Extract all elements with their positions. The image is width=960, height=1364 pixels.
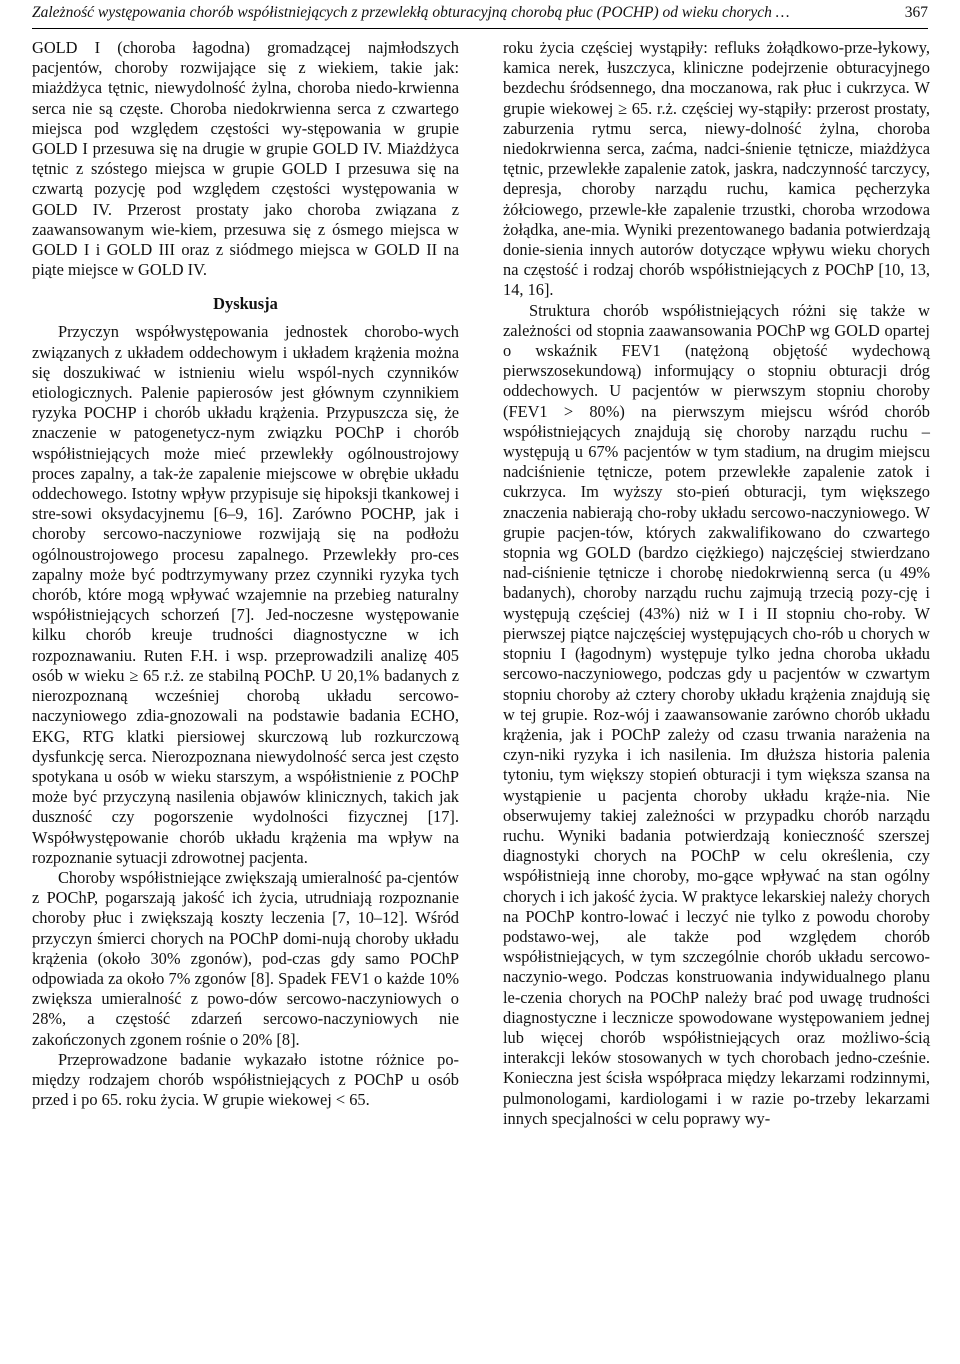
- paragraph-discussion-2: Choroby współistniejące zwiększają umieralność pa-cjentów z POChP, pogarszają jakość ich życia, utrudniają rozpoznanie choroby płuc i zwiększają koszty leczenia [7, 10–12]. Wśród przyczyn śmierci chorych na POChP domi-nują choroby układu krążenia (około 30% zgonów), pod-czas gdy samo POChP odpowiada za około 7% zgonów [8]. Spadek FEV1 o każde 10% zwiększa umieralność z powo-dów sercowo-naczyniowych o 28%, a częstość zdarzeń sercowo-naczyniowych nie zakończonych zgonem rośnie o 20% [8].: [32, 867, 459, 1049]
- paragraph-discussion-1: Przyczyn współwystępowania jednostek chorobo-wych związanych z układem oddechowym i układem krążenia można się doszukiwać w istnieniu wielu wspól-nych czynników etiologicznych. Palenie papierosów jest głównym czynnikiem ryzyka POCHP i chorób układu krążenia. Przypuszcza się, że znaczenie w patogenetycz-nym związku POChP i chorób współistniejących może mieć przewlekły ogólnoustrojowy proces zapalny, a tak-że zapalenie miejscowe w obrębie układu oddechowego. Istotny wpływ przypisuje się hipoksji tkankowej i stre-sowi oksydacyjnemu [6–9, 16]. Zarówno POCHP, jak i choroby sercowo-naczyniowe rozwijają się na podłożu ogólnoustrojowego procesu zapalnego. Przewlekły pro-ces zapalny może być podtrzymywany przez czynniki ryzyka tych chorób, które mogą wpływać wzajemnie na przebieg naturalny współistniejących schorzeń [7]. Jed-noczesne występowanie kilku chorób kreuje trudności diagnostyczne w ich rozpoznawaniu. Ruten F.H. i wsp. przeprowadzili analizę 405 osób w wieku ≥ 65 r.ż. ze stabilną POChP. U 20,1% badanych z nierozpoznaną wcześniej chorobą układu sercowo-naczyniowego zdia-gnozowali na podstawie badania ECHO, EKG, RTG klatki piersiowej skurczową lub rozkurczową dysfunkcję serca. Nierozpoznana niewydolność serca jest często spotykana u osób w wieku starszym, a współistnienie z POChP może być przyczyną nasilenia objawów klinicznych, takich jak duszność czy pogorszenie wydolności fizycznej [17]. Współwystępowanie chorób układu krążenia ma wpływ na rozpoznanie sytuacji zdrowotnej pacjenta.: [32, 322, 459, 867]
- section-heading-discussion: Dyskusja: [213, 294, 278, 314]
- running-title: Zależność występowania chorób współistniejących z przewlekłą obturacyjną chorobą płuc (POCHP) od wieku chorych …: [32, 4, 790, 21]
- running-header: [32, 0, 928, 29]
- paragraph-results-continued: GOLD I (choroba łagodna) gromadzącej najmłodszych pacjentów, choroby rozwijające się z wiekiem, takie jak: miażdżyca tętnic, niewydolność żylna, choroba niedo-krwienna serca nie są częste. Choroba niedokrwienna serca z czwartego miejsca pod względem częstości wy-stępowania w grupie GOLD I przesuwa się na drugie w grupie GOLD IV. Miażdżyca tętnic z szóstego miejsca w grupie GOLD I przesuwa się na czwartą pozycję pod względem częstości występowania w GOLD IV. Przerost prostaty jako choroba związana z zaawansowanym wie-kiem, przesuwa się z ósmego miejsca w GOLD I i GOLD III oraz z siódmego miejsca w GOLD II na piąte miejsce w GOLD IV.: [32, 38, 459, 280]
- left-column: [32, 38, 459, 1110]
- right-column: [503, 38, 930, 1129]
- paragraph-discussion-3: Przeprowadzone badanie wykazało istotne różnice po-między rodzajem chorób współistniejących z POChP u osób przed i po 65. roku życia. W grupie wiekowej < 65.: [32, 1049, 459, 1110]
- paragraph-discussion-3-continued: roku życia częściej wystąpiły: refluks żołądkowo-prze-łykowy, kamica nerek, łuszczyca, kliniczne podejrzenie obturacyjnego bezdechu śródsennego, dna moczanowa, rak płuc i cukrzyca. W grupie wiekowej ≥ 65. r.ż. częściej wy-stąpiły: przerost prostaty, zaburzenia rytmu serca, niewy-dolność żylna, choroba niedokrwienna serca, zaćma, nadci-śnienie tętnicze, miażdżyca tętnic, przewlekłe zapalenie zatok, jaskra, nadczynność tarczycy, depresja, choroby narządu ruchu, kamica pęcherzyka żółciowego, przewle-kłe zapalenie trzustki, choroba wrzodowa żołądka, ane-mia. Wyniki prezentowanego badania potwierdzają donie-sienia innych autorów dotyczące wpływu wieku chorych na częstość i rodzaj chorób współistniejących z POChP [10, 13, 14, 16].: [503, 38, 930, 300]
- page-number: 367: [904, 4, 928, 21]
- paragraph-discussion-4: Struktura chorób współistniejących różni się także w zależności od stopnia zaawansowania POChP wg GOLD opartej o wskaźnik FEV1 (natężoną objętość wydechową pierwszosekundową) informujący o stopniu obturacji dróg oddechowych. U pacjentów w pierwszym stopniu choroby (FEV1 > 80%) na pierwszym miejscu wśród chorób współistniejących znajdują się choroby narządu ruchu – występują u 67% pacjentów w tym stadium, na drugim miejscu nadciśnienie tętnicze, potem przewlekłe zapalenie zatok i cukrzyca. Im wyższy sto-pień obturacji, tym większego znaczenia nabierają cho-roby układu sercowo-naczyniowego. W grupie pacjen-tów, których zakwalifikowano do czwartego stopnia wg GOLD (bardzo ciężkiego) najczęściej stwierdzano nad-ciśnienie tętnicze i chorobę niedokrwienną serca (u 49% badanych), choroby narządu ruchu zajmują trzecią pozy-cję i występują częściej (43%) niż w I i II stopniu cho-roby. W pierwszej piątce najczęściej występujących cho-rób u chorych w stopniu I (łagodnym) występuje tylko jedna choroba układu sercowo-naczyniowego, podczas gdy u pacjentów w czwartym stopniu choroby aż cztery choroby układu krążenia znajdują się w tej grupie. Roz-wój i zaawansowanie zarówno chorób układu krążenia, jak i POChP zależy od czasu trwania narażenia na czyn-niki ryzyka i ich nasilenia. Im dłuższa historia palenia tytoniu, tym większy stopień obturacji i tym większa szansa na wystąpienie u pacjenta choroby układu krąże-nia. Nie obserwujemy takiej zależności w przypadku chorób narządu ruchu. Wyniki badania potwierdzają konieczność szerszej diagnostyki chorych na POChP w celu określenia, czy współistnieją inne choroby, mo-gące wpływać na stan ogólny chorych i ich jakość życia. W praktyce lekarskiej należy chorych na POChP kontro-lować i leczyć nie tylko z powodu choroby podstawo-wej, ale także pod względem chorób współistniejących, w tym szczególnie chorób układu sercowo-naczynio-wego. Podczas konstruowania indywidualnego planu le-czenia chorych na POChP należy brać pod uwagę trudności diagnostyczne i lecznicze spowodowane występowaniem jednej lub więcej chorób współistniejących oraz możliwo-ścią interakcji leków stosowanych w tych chorobach jedno-cześnie. Konieczna jest ścisła współpraca między lekarzami rodzinnymi, pulmonologami, kardiologami i w razie po-trzeby lekarzami innych specjalności w celu poprawy wy-: [503, 300, 930, 1128]
